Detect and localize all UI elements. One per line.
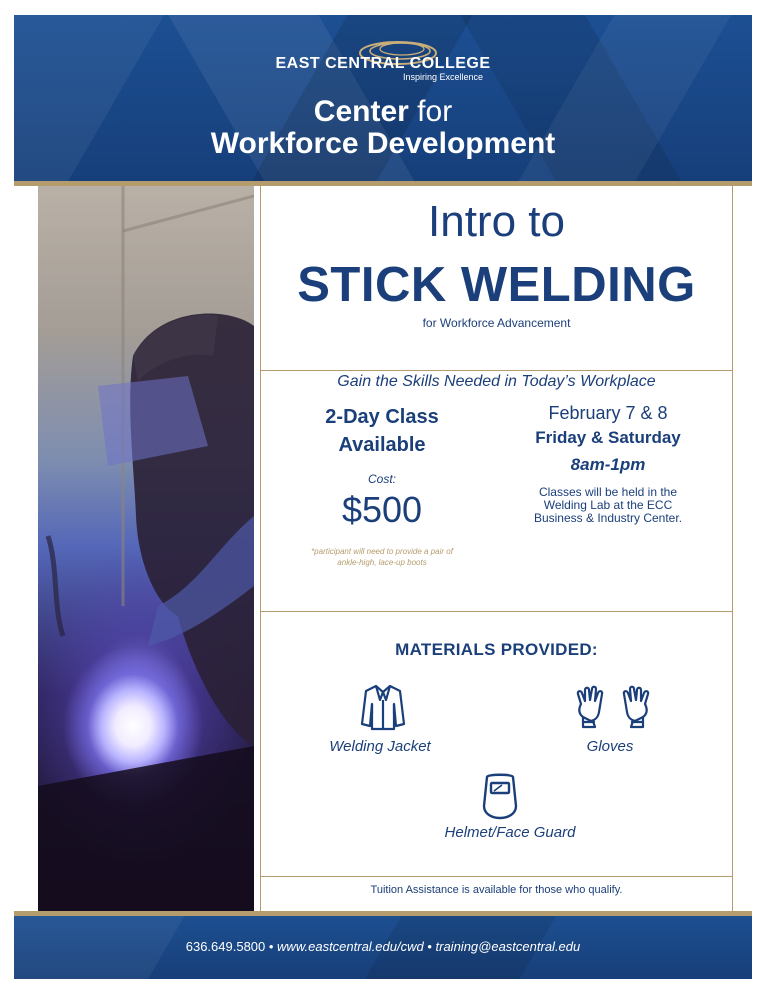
helmet-icon <box>480 772 520 820</box>
location-line2: Welding Lab at the ECC <box>543 498 673 512</box>
helmet-label: Helmet/Face Guard <box>444 824 576 841</box>
section-divider-2 <box>260 611 733 612</box>
jacket-icon <box>358 682 408 732</box>
class-availability <box>290 403 474 459</box>
class-time: 8am-1pm <box>570 455 646 474</box>
cost-note <box>270 546 494 568</box>
course-title: STICK WELDING <box>297 258 696 312</box>
header-title-center: Center <box>313 95 409 128</box>
section-divider-3 <box>260 876 733 877</box>
contact-phone: 636.649.5800 <box>185 939 266 954</box>
footer-banner <box>14 916 752 979</box>
gloves-icon <box>573 684 653 730</box>
header-title-line1 <box>14 95 752 129</box>
cost-label: Cost: <box>367 472 396 486</box>
college-tagline: Inspiring Excellence <box>402 72 484 82</box>
header-title-for: for <box>417 95 453 128</box>
gloves-label: Gloves <box>586 738 634 755</box>
contact-email-link[interactable]: training@eastcentral.edu <box>435 939 581 954</box>
header-banner <box>14 15 752 181</box>
cost-note-line1: *participant will need to provide a pair of <box>311 547 453 556</box>
location-line3: Business & Industry Center. <box>533 511 683 525</box>
header-title-line2: Workforce Development <box>210 127 556 160</box>
course-tagline: Gain the Skills Needed in Today’s Workplace <box>337 373 656 390</box>
class-heading-line2: Available <box>338 434 426 456</box>
location-line1: Classes will be held in the <box>538 485 678 499</box>
contact-separator: • <box>265 939 278 954</box>
jacket-label: Welding Jacket <box>329 738 431 755</box>
contact-website-link[interactable]: www.eastcentral.edu/cwd <box>277 939 424 954</box>
tuition-note: Tuition Assistance is available for those who qualify. <box>370 884 623 896</box>
class-dates: February 7 & 8 <box>548 403 668 423</box>
course-subtitle: for Workforce Advancement <box>422 316 571 330</box>
welder-silhouette-image <box>38 186 254 911</box>
course-intro: Intro to <box>428 197 565 246</box>
college-logo <box>14 55 752 82</box>
contact-line <box>14 939 752 954</box>
class-location <box>508 486 708 525</box>
college-name: EAST CENTRAL COLLEGE <box>275 55 491 72</box>
class-heading-line1: 2-Day Class <box>325 406 439 428</box>
cost-note-line2: ankle-high, lace-up boots <box>337 558 427 567</box>
contact-separator: • <box>423 939 436 954</box>
materials-heading: MATERIALS PROVIDED: <box>395 640 598 659</box>
section-divider-1 <box>260 370 733 371</box>
class-days: Friday & Saturday <box>535 428 681 447</box>
welder-photo <box>38 186 254 911</box>
cost-value: $500 <box>341 489 423 530</box>
